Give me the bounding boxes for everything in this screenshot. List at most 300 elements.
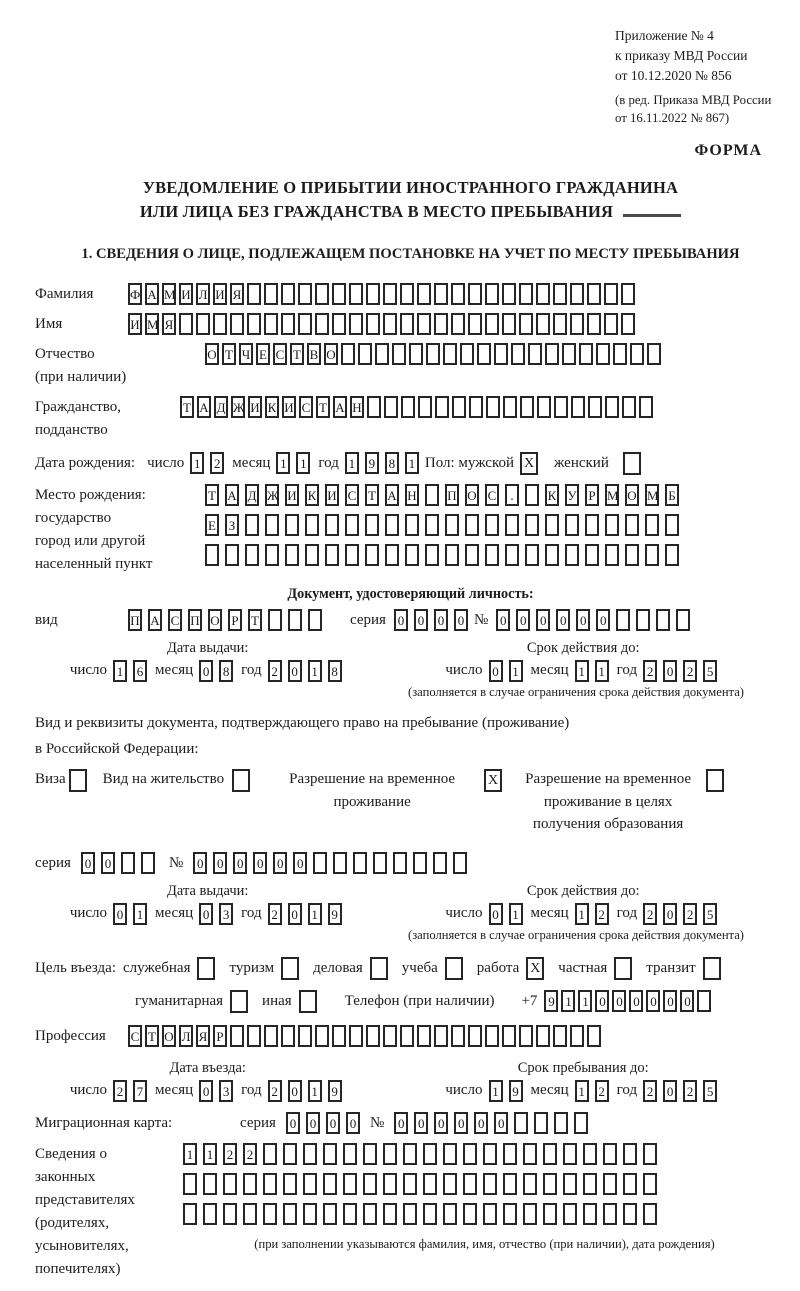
char-cell[interactable]: 1 bbox=[509, 903, 523, 925]
char-cell[interactable] bbox=[519, 283, 533, 305]
char-cell[interactable]: 0 bbox=[326, 1112, 340, 1134]
char-cell[interactable] bbox=[332, 283, 346, 305]
char-cell[interactable] bbox=[281, 313, 295, 335]
char-cell[interactable]: Т bbox=[180, 396, 194, 418]
char-cell[interactable]: . bbox=[505, 484, 519, 506]
char-cell[interactable]: О bbox=[208, 609, 222, 631]
char-cell[interactable] bbox=[281, 1025, 295, 1047]
char-cell[interactable]: 0 bbox=[663, 990, 677, 1012]
char-cell[interactable]: С bbox=[485, 484, 499, 506]
char-cell[interactable] bbox=[392, 343, 406, 365]
char-cell[interactable] bbox=[365, 514, 379, 536]
char-cell[interactable] bbox=[604, 283, 618, 305]
char-cell[interactable] bbox=[425, 514, 439, 536]
char-cell[interactable]: 6 bbox=[133, 660, 147, 682]
char-cell[interactable] bbox=[433, 852, 447, 874]
char-cell[interactable]: Б bbox=[665, 484, 679, 506]
char-cell[interactable] bbox=[605, 396, 619, 418]
male-checkbox[interactable]: X bbox=[520, 452, 538, 475]
char-cell[interactable]: М bbox=[162, 283, 176, 305]
char-cell[interactable]: А bbox=[197, 396, 211, 418]
char-cell[interactable] bbox=[401, 396, 415, 418]
char-cell[interactable] bbox=[623, 1143, 637, 1165]
char-cell[interactable]: 1 bbox=[308, 903, 322, 925]
char-cell[interactable]: Ж bbox=[231, 396, 245, 418]
char-cell[interactable] bbox=[265, 544, 279, 566]
char-cell[interactable]: 5 bbox=[703, 660, 717, 682]
char-cell[interactable]: Р bbox=[213, 1025, 227, 1047]
char-cell[interactable] bbox=[298, 1025, 312, 1047]
char-cell[interactable] bbox=[603, 1173, 617, 1195]
char-cell[interactable] bbox=[268, 609, 282, 631]
char-cell[interactable] bbox=[183, 1203, 197, 1225]
char-cell[interactable] bbox=[400, 313, 414, 335]
char-cell[interactable] bbox=[373, 852, 387, 874]
char-cell[interactable] bbox=[315, 1025, 329, 1047]
char-cell[interactable] bbox=[183, 1173, 197, 1195]
char-cell[interactable]: 0 bbox=[454, 1112, 468, 1134]
purpose-work-checkbox[interactable]: X bbox=[526, 957, 544, 980]
char-cell[interactable]: Н bbox=[405, 484, 419, 506]
char-cell[interactable] bbox=[303, 1203, 317, 1225]
char-cell[interactable]: Я bbox=[230, 283, 244, 305]
char-cell[interactable] bbox=[588, 396, 602, 418]
char-cell[interactable] bbox=[323, 1143, 337, 1165]
char-cell[interactable]: 1 bbox=[308, 1080, 322, 1102]
char-cell[interactable]: М bbox=[605, 484, 619, 506]
char-cell[interactable] bbox=[463, 1173, 477, 1195]
char-cell[interactable] bbox=[571, 396, 585, 418]
char-cell[interactable] bbox=[332, 313, 346, 335]
char-cell[interactable] bbox=[264, 1025, 278, 1047]
char-cell[interactable] bbox=[363, 1173, 377, 1195]
char-cell[interactable] bbox=[443, 1173, 457, 1195]
char-cell[interactable]: 0 bbox=[414, 609, 428, 631]
char-cell[interactable] bbox=[264, 313, 278, 335]
char-cell[interactable]: Л bbox=[196, 283, 210, 305]
char-cell[interactable]: 0 bbox=[595, 990, 609, 1012]
char-cell[interactable]: 1 bbox=[296, 452, 310, 474]
char-cell[interactable]: А bbox=[148, 609, 162, 631]
char-cell[interactable] bbox=[553, 1025, 567, 1047]
char-cell[interactable] bbox=[141, 852, 155, 874]
char-cell[interactable] bbox=[625, 514, 639, 536]
char-cell[interactable] bbox=[245, 544, 259, 566]
char-cell[interactable] bbox=[366, 1025, 380, 1047]
char-cell[interactable]: 0 bbox=[253, 852, 267, 874]
char-cell[interactable] bbox=[384, 396, 398, 418]
char-cell[interactable]: Т bbox=[316, 396, 330, 418]
char-cell[interactable] bbox=[403, 1203, 417, 1225]
char-cell[interactable] bbox=[305, 514, 319, 536]
char-cell[interactable]: И bbox=[179, 283, 193, 305]
char-cell[interactable]: 9 bbox=[328, 903, 342, 925]
char-cell[interactable] bbox=[536, 1025, 550, 1047]
char-cell[interactable] bbox=[647, 343, 661, 365]
char-cell[interactable]: Я bbox=[196, 1025, 210, 1047]
char-cell[interactable] bbox=[245, 514, 259, 536]
char-cell[interactable] bbox=[519, 1025, 533, 1047]
temp-residence-checkbox[interactable]: X bbox=[484, 769, 502, 792]
char-cell[interactable] bbox=[563, 1173, 577, 1195]
char-cell[interactable]: Е bbox=[205, 514, 219, 536]
char-cell[interactable] bbox=[603, 1203, 617, 1225]
char-cell[interactable] bbox=[323, 1173, 337, 1195]
char-cell[interactable] bbox=[505, 514, 519, 536]
purpose-other-checkbox[interactable] bbox=[299, 990, 317, 1013]
char-cell[interactable] bbox=[451, 283, 465, 305]
char-cell[interactable] bbox=[639, 396, 653, 418]
char-cell[interactable] bbox=[623, 1203, 637, 1225]
char-cell[interactable] bbox=[502, 283, 516, 305]
temp-residence-education-checkbox[interactable] bbox=[706, 769, 724, 792]
char-cell[interactable]: 2 bbox=[643, 1080, 657, 1102]
char-cell[interactable] bbox=[485, 313, 499, 335]
char-cell[interactable] bbox=[313, 852, 327, 874]
char-cell[interactable] bbox=[583, 1173, 597, 1195]
char-cell[interactable] bbox=[305, 544, 319, 566]
char-cell[interactable] bbox=[523, 1143, 537, 1165]
char-cell[interactable]: 0 bbox=[288, 660, 302, 682]
char-cell[interactable]: А bbox=[333, 396, 347, 418]
char-cell[interactable] bbox=[383, 1143, 397, 1165]
char-cell[interactable]: 8 bbox=[328, 660, 342, 682]
char-cell[interactable]: 0 bbox=[536, 609, 550, 631]
char-cell[interactable] bbox=[643, 1173, 657, 1195]
char-cell[interactable] bbox=[196, 313, 210, 335]
char-cell[interactable] bbox=[469, 396, 483, 418]
char-cell[interactable]: А bbox=[225, 484, 239, 506]
char-cell[interactable]: Я bbox=[162, 313, 176, 335]
char-cell[interactable]: 9 bbox=[544, 990, 558, 1012]
char-cell[interactable] bbox=[400, 283, 414, 305]
char-cell[interactable] bbox=[587, 313, 601, 335]
char-cell[interactable] bbox=[349, 1025, 363, 1047]
char-cell[interactable] bbox=[665, 514, 679, 536]
char-cell[interactable] bbox=[523, 1173, 537, 1195]
char-cell[interactable] bbox=[341, 343, 355, 365]
char-cell[interactable] bbox=[656, 609, 670, 631]
char-cell[interactable] bbox=[596, 343, 610, 365]
char-cell[interactable]: 1 bbox=[578, 990, 592, 1012]
char-cell[interactable] bbox=[203, 1203, 217, 1225]
char-cell[interactable] bbox=[485, 544, 499, 566]
char-cell[interactable] bbox=[587, 1025, 601, 1047]
char-cell[interactable]: В bbox=[307, 343, 321, 365]
char-cell[interactable] bbox=[613, 343, 627, 365]
char-cell[interactable] bbox=[565, 514, 579, 536]
char-cell[interactable]: 0 bbox=[286, 1112, 300, 1134]
char-cell[interactable] bbox=[409, 343, 423, 365]
char-cell[interactable]: Ч bbox=[239, 343, 253, 365]
char-cell[interactable] bbox=[545, 544, 559, 566]
female-checkbox[interactable] bbox=[623, 452, 641, 475]
char-cell[interactable] bbox=[603, 1143, 617, 1165]
char-cell[interactable] bbox=[365, 544, 379, 566]
purpose-official-checkbox[interactable] bbox=[197, 957, 215, 980]
char-cell[interactable]: 1 bbox=[183, 1143, 197, 1165]
char-cell[interactable] bbox=[225, 544, 239, 566]
char-cell[interactable] bbox=[315, 313, 329, 335]
char-cell[interactable]: 0 bbox=[612, 990, 626, 1012]
char-cell[interactable] bbox=[545, 343, 559, 365]
char-cell[interactable]: 8 bbox=[385, 452, 399, 474]
char-cell[interactable]: П bbox=[445, 484, 459, 506]
char-cell[interactable]: С bbox=[345, 484, 359, 506]
char-cell[interactable]: 0 bbox=[646, 990, 660, 1012]
char-cell[interactable] bbox=[366, 313, 380, 335]
char-cell[interactable]: П bbox=[128, 609, 142, 631]
char-cell[interactable] bbox=[434, 313, 448, 335]
char-cell[interactable]: 1 bbox=[595, 660, 609, 682]
char-cell[interactable]: 0 bbox=[199, 1080, 213, 1102]
char-cell[interactable] bbox=[570, 1025, 584, 1047]
char-cell[interactable] bbox=[583, 1143, 597, 1165]
char-cell[interactable] bbox=[625, 544, 639, 566]
char-cell[interactable]: 0 bbox=[394, 609, 408, 631]
char-cell[interactable]: О bbox=[205, 343, 219, 365]
char-cell[interactable]: 9 bbox=[365, 452, 379, 474]
char-cell[interactable] bbox=[643, 1143, 657, 1165]
char-cell[interactable]: З bbox=[225, 514, 239, 536]
char-cell[interactable]: 0 bbox=[434, 1112, 448, 1134]
char-cell[interactable]: М bbox=[145, 313, 159, 335]
char-cell[interactable] bbox=[443, 1203, 457, 1225]
char-cell[interactable] bbox=[451, 1025, 465, 1047]
char-cell[interactable]: 1 bbox=[575, 903, 589, 925]
char-cell[interactable]: 0 bbox=[101, 852, 115, 874]
char-cell[interactable]: П bbox=[188, 609, 202, 631]
char-cell[interactable] bbox=[325, 544, 339, 566]
char-cell[interactable]: 2 bbox=[683, 660, 697, 682]
char-cell[interactable] bbox=[523, 1203, 537, 1225]
char-cell[interactable] bbox=[121, 852, 135, 874]
char-cell[interactable] bbox=[485, 283, 499, 305]
char-cell[interactable] bbox=[345, 514, 359, 536]
char-cell[interactable] bbox=[587, 283, 601, 305]
char-cell[interactable]: 1 bbox=[345, 452, 359, 474]
char-cell[interactable] bbox=[503, 1173, 517, 1195]
char-cell[interactable] bbox=[358, 343, 372, 365]
char-cell[interactable] bbox=[616, 609, 630, 631]
char-cell[interactable]: Р bbox=[585, 484, 599, 506]
char-cell[interactable] bbox=[452, 396, 466, 418]
char-cell[interactable] bbox=[514, 1112, 528, 1134]
char-cell[interactable] bbox=[605, 514, 619, 536]
char-cell[interactable]: Р bbox=[228, 609, 242, 631]
char-cell[interactable]: 0 bbox=[306, 1112, 320, 1134]
char-cell[interactable]: 2 bbox=[210, 452, 224, 474]
char-cell[interactable] bbox=[525, 514, 539, 536]
char-cell[interactable] bbox=[285, 514, 299, 536]
char-cell[interactable] bbox=[485, 1025, 499, 1047]
char-cell[interactable]: О bbox=[465, 484, 479, 506]
char-cell[interactable]: 2 bbox=[268, 660, 282, 682]
char-cell[interactable]: К bbox=[265, 396, 279, 418]
char-cell[interactable]: 0 bbox=[288, 1080, 302, 1102]
char-cell[interactable] bbox=[265, 514, 279, 536]
char-cell[interactable]: 2 bbox=[643, 660, 657, 682]
char-cell[interactable] bbox=[543, 1173, 557, 1195]
char-cell[interactable] bbox=[485, 514, 499, 536]
char-cell[interactable] bbox=[343, 1203, 357, 1225]
char-cell[interactable] bbox=[264, 283, 278, 305]
char-cell[interactable]: 0 bbox=[193, 852, 207, 874]
char-cell[interactable] bbox=[308, 609, 322, 631]
char-cell[interactable] bbox=[585, 544, 599, 566]
purpose-tourism-checkbox[interactable] bbox=[281, 957, 299, 980]
char-cell[interactable]: 7 bbox=[133, 1080, 147, 1102]
char-cell[interactable] bbox=[247, 313, 261, 335]
char-cell[interactable] bbox=[505, 544, 519, 566]
char-cell[interactable] bbox=[536, 283, 550, 305]
char-cell[interactable] bbox=[375, 343, 389, 365]
char-cell[interactable]: 0 bbox=[494, 1112, 508, 1134]
char-cell[interactable]: 1 bbox=[276, 452, 290, 474]
char-cell[interactable] bbox=[463, 1143, 477, 1165]
char-cell[interactable] bbox=[417, 313, 431, 335]
char-cell[interactable]: Т bbox=[248, 609, 262, 631]
char-cell[interactable]: 1 bbox=[203, 1143, 217, 1165]
char-cell[interactable] bbox=[383, 283, 397, 305]
char-cell[interactable]: 0 bbox=[489, 903, 503, 925]
char-cell[interactable]: Т bbox=[222, 343, 236, 365]
char-cell[interactable] bbox=[385, 514, 399, 536]
char-cell[interactable]: Е bbox=[256, 343, 270, 365]
char-cell[interactable] bbox=[417, 1025, 431, 1047]
char-cell[interactable] bbox=[383, 1203, 397, 1225]
char-cell[interactable] bbox=[333, 852, 347, 874]
char-cell[interactable]: 2 bbox=[683, 903, 697, 925]
char-cell[interactable] bbox=[383, 1173, 397, 1195]
char-cell[interactable]: 0 bbox=[394, 1112, 408, 1134]
char-cell[interactable] bbox=[563, 1143, 577, 1165]
char-cell[interactable]: 2 bbox=[595, 903, 609, 925]
char-cell[interactable] bbox=[563, 1203, 577, 1225]
char-cell[interactable] bbox=[622, 396, 636, 418]
char-cell[interactable] bbox=[332, 1025, 346, 1047]
char-cell[interactable] bbox=[553, 283, 567, 305]
char-cell[interactable] bbox=[645, 544, 659, 566]
char-cell[interactable] bbox=[525, 544, 539, 566]
char-cell[interactable] bbox=[435, 396, 449, 418]
purpose-transit-checkbox[interactable] bbox=[703, 957, 721, 980]
char-cell[interactable]: 2 bbox=[683, 1080, 697, 1102]
char-cell[interactable]: 1 bbox=[113, 660, 127, 682]
char-cell[interactable] bbox=[393, 852, 407, 874]
char-cell[interactable]: 2 bbox=[268, 903, 282, 925]
char-cell[interactable]: С bbox=[168, 609, 182, 631]
char-cell[interactable] bbox=[477, 343, 491, 365]
char-cell[interactable] bbox=[465, 544, 479, 566]
char-cell[interactable] bbox=[543, 1143, 557, 1165]
char-cell[interactable] bbox=[520, 396, 534, 418]
purpose-study-checkbox[interactable] bbox=[445, 957, 463, 980]
char-cell[interactable] bbox=[486, 396, 500, 418]
char-cell[interactable]: 0 bbox=[516, 609, 530, 631]
char-cell[interactable] bbox=[423, 1173, 437, 1195]
char-cell[interactable] bbox=[574, 1112, 588, 1134]
char-cell[interactable]: Л bbox=[179, 1025, 193, 1047]
char-cell[interactable] bbox=[247, 1025, 261, 1047]
char-cell[interactable] bbox=[325, 514, 339, 536]
char-cell[interactable] bbox=[503, 1203, 517, 1225]
char-cell[interactable] bbox=[604, 313, 618, 335]
char-cell[interactable]: 0 bbox=[434, 609, 448, 631]
char-cell[interactable]: О bbox=[324, 343, 338, 365]
char-cell[interactable] bbox=[453, 852, 467, 874]
char-cell[interactable]: У bbox=[565, 484, 579, 506]
char-cell[interactable] bbox=[536, 313, 550, 335]
char-cell[interactable]: 0 bbox=[113, 903, 127, 925]
char-cell[interactable] bbox=[605, 544, 619, 566]
char-cell[interactable] bbox=[418, 396, 432, 418]
char-cell[interactable]: 1 bbox=[489, 1080, 503, 1102]
char-cell[interactable] bbox=[345, 544, 359, 566]
char-cell[interactable] bbox=[205, 544, 219, 566]
char-cell[interactable] bbox=[554, 396, 568, 418]
char-cell[interactable] bbox=[468, 1025, 482, 1047]
char-cell[interactable]: 2 bbox=[268, 1080, 282, 1102]
char-cell[interactable] bbox=[403, 1143, 417, 1165]
char-cell[interactable] bbox=[285, 544, 299, 566]
char-cell[interactable] bbox=[281, 283, 295, 305]
visa-checkbox[interactable] bbox=[69, 769, 87, 792]
char-cell[interactable] bbox=[434, 1025, 448, 1047]
char-cell[interactable] bbox=[247, 283, 261, 305]
char-cell[interactable]: 0 bbox=[474, 1112, 488, 1134]
char-cell[interactable] bbox=[349, 313, 363, 335]
char-cell[interactable]: 2 bbox=[595, 1080, 609, 1102]
char-cell[interactable]: 0 bbox=[489, 660, 503, 682]
char-cell[interactable] bbox=[468, 313, 482, 335]
char-cell[interactable] bbox=[367, 396, 381, 418]
char-cell[interactable] bbox=[425, 484, 439, 506]
char-cell[interactable] bbox=[483, 1203, 497, 1225]
char-cell[interactable] bbox=[283, 1143, 297, 1165]
char-cell[interactable]: 0 bbox=[663, 660, 677, 682]
char-cell[interactable] bbox=[537, 396, 551, 418]
char-cell[interactable] bbox=[425, 544, 439, 566]
char-cell[interactable] bbox=[585, 514, 599, 536]
char-cell[interactable] bbox=[511, 343, 525, 365]
char-cell[interactable]: 0 bbox=[288, 903, 302, 925]
char-cell[interactable] bbox=[383, 1025, 397, 1047]
char-cell[interactable]: А bbox=[385, 484, 399, 506]
char-cell[interactable] bbox=[676, 609, 690, 631]
char-cell[interactable] bbox=[445, 514, 459, 536]
char-cell[interactable]: С bbox=[273, 343, 287, 365]
char-cell[interactable]: 0 bbox=[629, 990, 643, 1012]
char-cell[interactable] bbox=[263, 1143, 277, 1165]
char-cell[interactable]: 0 bbox=[663, 903, 677, 925]
char-cell[interactable] bbox=[263, 1203, 277, 1225]
char-cell[interactable]: 1 bbox=[509, 660, 523, 682]
char-cell[interactable]: 0 bbox=[596, 609, 610, 631]
char-cell[interactable] bbox=[353, 852, 367, 874]
char-cell[interactable] bbox=[463, 1203, 477, 1225]
char-cell[interactable] bbox=[403, 1173, 417, 1195]
char-cell[interactable]: Ж bbox=[265, 484, 279, 506]
char-cell[interactable] bbox=[630, 343, 644, 365]
char-cell[interactable] bbox=[323, 1203, 337, 1225]
char-cell[interactable] bbox=[405, 544, 419, 566]
char-cell[interactable]: 2 bbox=[223, 1143, 237, 1165]
char-cell[interactable]: 0 bbox=[199, 660, 213, 682]
char-cell[interactable] bbox=[288, 609, 302, 631]
char-cell[interactable] bbox=[283, 1203, 297, 1225]
char-cell[interactable] bbox=[243, 1173, 257, 1195]
